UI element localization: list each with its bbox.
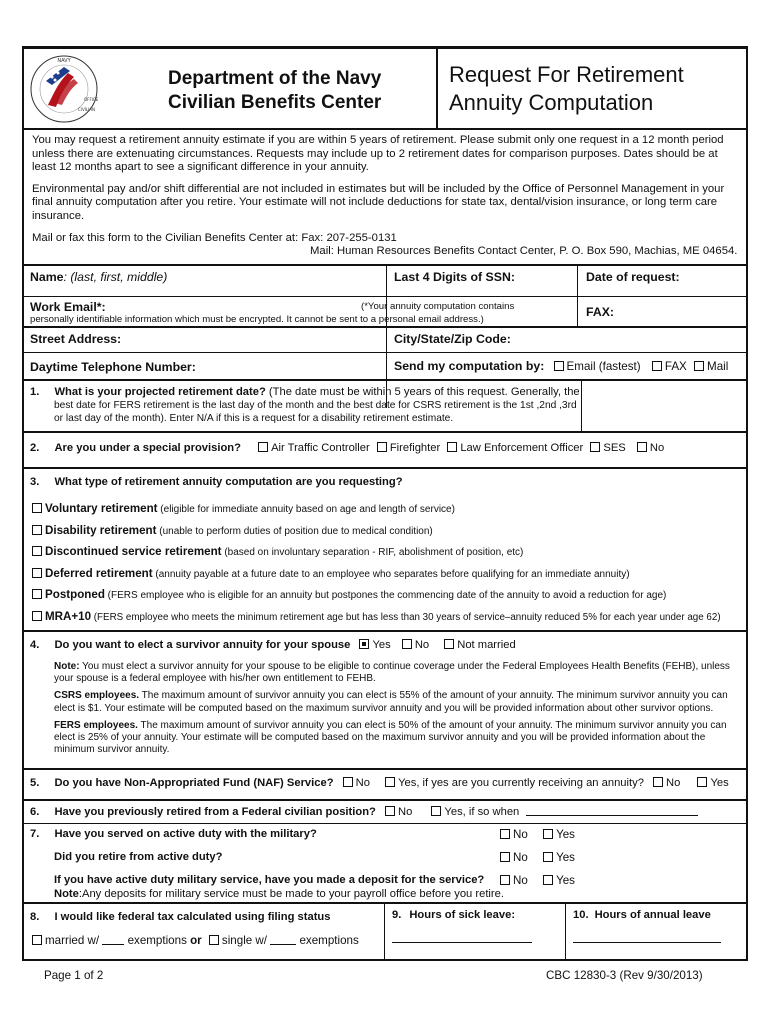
leo-checkbox[interactable] — [447, 442, 457, 452]
q4-notes: Note: You must elect a survivor annuity for your spouse to be eligible to continue coverage under the Federal Employees Health Benefits (FEHB), unless your spouse is a federal employee with his/her own entitlement to FEHB. CSRS employees. The maximum amount of survivor annuity you can elect is 55% of the amount of your annuity. The minimum survivor annuity you can elect is $1. Your estimate will be computed based on the maximum survivor annuity and you will be provided information about other survivor options. FERS employees. The maximum amount of survivor annuity you can elect is 50% of the amount of your annuity. The minimum survivor annuity you can elect is 25% of your annuity. Your estimate will be computed based on the maximum survivor annuity and you will be provided information about the minimum survivor annuity. — [54, 661, 730, 756]
fax-field[interactable]: FAX: — [586, 305, 615, 319]
send-mail-checkbox[interactable] — [694, 361, 704, 371]
retired-no-checkbox[interactable] — [385, 806, 395, 816]
firefighter-checkbox[interactable] — [377, 442, 387, 452]
intro-mail-address: Mail: Human Resources Benefits Contact Center, P. O. Box 590, Machias, ME 04654. — [310, 245, 738, 258]
svg-text:CIVILIAN: CIVILIAN — [78, 107, 96, 112]
page-number: Page 1 of 2 — [44, 969, 104, 982]
ses-checkbox[interactable] — [590, 442, 600, 452]
q3-annuity-type: 3. What type of retirement annuity computation are you requesting? — [30, 476, 403, 488]
q9-sick-leave: 9. Hours of sick leave: — [392, 909, 516, 921]
discontinued-checkbox[interactable] — [32, 546, 42, 556]
intro-mail-fax: Mail or fax this form to the Civilian Benefits Center at: Fax: 207-255-0131 — [32, 231, 397, 244]
email-note: (*Your annuity computation contains — [361, 301, 515, 312]
naf-yes-checkbox[interactable] — [385, 777, 395, 787]
date-of-request-field[interactable]: Date of request: — [586, 270, 680, 284]
q2-special-provision: 2. Are you under a special provision? Air Traffic Controller Firefighter Law Enforcement Officer SES No — [30, 442, 665, 454]
mra10-checkbox[interactable] — [32, 611, 42, 621]
send-computation-by: Send my computation by: Email (fastest) FAX Mail — [394, 359, 729, 373]
q4-survivor-annuity: 4. Do you want to elect a survivor annuity for your spouse Yes No Not married — [30, 639, 516, 651]
name-field[interactable]: Name: (last, first, middle) — [30, 270, 168, 284]
svg-text:NAVY: NAVY — [57, 58, 71, 64]
postponed-checkbox[interactable] — [32, 589, 42, 599]
q6-previously-retired: 6. Have you previously retired from a Federal civilian position? No Yes, if so when — [30, 806, 698, 818]
deposit-yes-checkbox[interactable] — [543, 875, 553, 885]
disability-retirement-option[interactable]: Disability retirement (unable to perform duties of position due to medical condition) — [32, 524, 433, 537]
sick-leave-input[interactable] — [392, 942, 532, 943]
intro-paragraph-2: Environmental pay and/or shift differential are not included in estimates but will be included by the Office of Personnel Management in your final annuity computation after you retire. Your estimate will not include deductions for state tax, dental/vision insurance, or long term care insurance. — [32, 182, 725, 222]
q8-tax-filing: 8. I would like federal tax calculated using filing status — [30, 911, 331, 923]
naf-annuity-no-checkbox[interactable] — [653, 777, 663, 787]
q8-filing-options: married w/ exemptions or single w/ exemptions — [32, 934, 359, 947]
not-married-checkbox[interactable] — [444, 639, 454, 649]
work-email-field[interactable]: Work Email*: — [30, 300, 106, 314]
retired-military-yes-checkbox[interactable] — [543, 852, 553, 862]
q10-annual-leave: 10. Hours of annual leave — [573, 909, 711, 921]
married-exemptions-input[interactable] — [102, 935, 124, 945]
street-address-field[interactable]: Street Address: — [30, 332, 122, 346]
survivor-yes-checkbox[interactable] — [359, 639, 369, 649]
atc-checkbox[interactable] — [258, 442, 268, 452]
voluntary-retirement-option[interactable]: Voluntary retirement (eligible for immediate annuity based on age and length of service) — [32, 502, 455, 515]
intro-text — [32, 134, 740, 259]
deferred-checkbox[interactable] — [32, 568, 42, 578]
retired-when-input[interactable] — [526, 806, 698, 816]
married-checkbox[interactable] — [32, 935, 42, 945]
form-title: Request For Retirement Annuity Computation — [449, 62, 684, 115]
q1-date-input[interactable] — [584, 383, 742, 427]
city-state-zip-field[interactable]: City/State/Zip Code: — [394, 332, 511, 346]
q1-detail-3: or last day of the month). Enter N/A if this is a request for a disability retirement estimate. — [54, 413, 454, 424]
single-checkbox[interactable] — [209, 935, 219, 945]
military-answers-1: No Yes — [500, 828, 575, 841]
intro-paragraph-1: You may request a retirement annuity estimate if you are within 5 years of retirement. Please submit only one request in a 12 month period unless there are extenuating circumstances. Requests may include up to 2 retirement dates for comparison purposes. Dates should be at least 12 months apart to see a significant difference in your annuity. — [32, 134, 724, 174]
disability-checkbox[interactable] — [32, 525, 42, 535]
discontinued-service-option[interactable]: Discontinued service retirement (based on involuntary separation - RIF, abolishment of position, etc) — [32, 545, 523, 558]
deposit-no-checkbox[interactable] — [500, 875, 510, 885]
send-fax-checkbox[interactable] — [652, 361, 662, 371]
form-id: CBC 12830-3 (Rev 9/30/2013) — [546, 969, 703, 982]
svg-text:OFFICE: OFFICE — [84, 97, 99, 102]
naf-no-checkbox[interactable] — [343, 777, 353, 787]
q1-retirement-date: 1. What is your projected retirement date? (The date must be within 5 years of this request. Generally, the — [30, 386, 580, 398]
q7-military-service: 7. Have you served on active duty with the military? — [30, 828, 317, 840]
deferred-retirement-option[interactable]: Deferred retirement (annuity payable at a future date to an employee who separates before qualifying for an immediate annuity) — [32, 567, 630, 580]
annual-leave-input[interactable] — [573, 942, 721, 943]
q1-detail-2: best date for FERS retirement is the last day of the month and the best date for CSRS retirement is the 1st ,2nd ,3rd — [54, 400, 577, 411]
q7-sub-deposit: If you have active duty military service, have you made a deposit for the service? — [54, 874, 485, 886]
military-yes-checkbox[interactable] — [543, 829, 553, 839]
q7-note: Note:Any deposits for military service must be made to your payroll office before you retire. — [54, 888, 504, 900]
retirement-form — [22, 46, 748, 961]
retired-military-no-checkbox[interactable] — [500, 852, 510, 862]
military-no-checkbox[interactable] — [500, 829, 510, 839]
ssn-field[interactable]: Last 4 Digits of SSN: — [394, 270, 515, 284]
voluntary-checkbox[interactable] — [32, 503, 42, 513]
mra10-option[interactable]: MRA+10 (FERS employee who meets the minimum retirement age but has less than 30 years of service–annuity reduced 5% for each year under age 62) — [32, 610, 721, 623]
q5-naf-service: 5. Do you have Non-Appropriated Fund (NAF) Service? No Yes, if yes are you currently receiving an annuity? No Yes — [30, 777, 729, 789]
email-note-2: personally identifiable information which must be encrypted. It cannot be sent to a personal email address.) — [30, 314, 484, 325]
navy-seal-logo — [28, 53, 100, 125]
send-email-checkbox[interactable] — [554, 361, 564, 371]
retired-yes-checkbox[interactable] — [431, 806, 441, 816]
no-provision-checkbox[interactable] — [637, 442, 647, 452]
survivor-no-checkbox[interactable] — [402, 639, 412, 649]
single-exemptions-input[interactable] — [270, 935, 296, 945]
military-answers-2: No Yes — [500, 851, 575, 864]
department-name: Department of the Navy Civilian Benefits Center — [168, 68, 382, 113]
q7-sub-retired: Did you retire from active duty? — [54, 851, 223, 863]
naf-annuity-yes-checkbox[interactable] — [697, 777, 707, 787]
postponed-option[interactable]: Postponed (FERS employee who is eligible for an annuity but postpones the commencing date of the annuity to avoid a reduction for age) — [32, 588, 666, 601]
military-answers-3: No Yes — [500, 874, 575, 887]
daytime-phone-field[interactable]: Daytime Telephone Number: — [30, 360, 196, 374]
